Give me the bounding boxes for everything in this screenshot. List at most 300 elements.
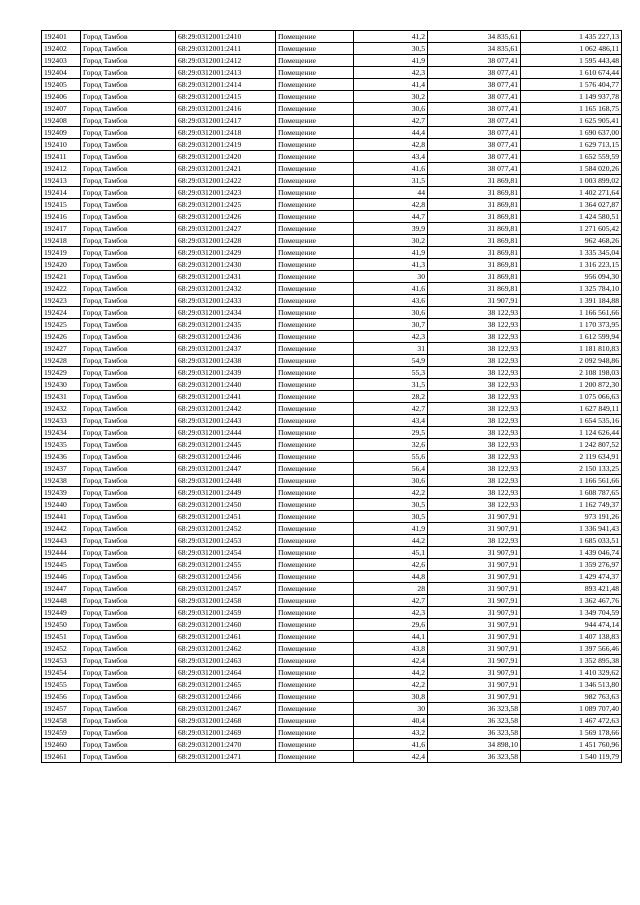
cadastral-value-cell: 1 652 559,59 <box>521 151 622 163</box>
object-type-cell: Помещение <box>276 571 354 583</box>
object-type-cell: Помещение <box>276 139 354 151</box>
cadastral-value-cell: 1 690 637,00 <box>521 127 622 139</box>
unit-value-cell: 38 122,93 <box>428 463 521 475</box>
record-number-cell: 192408 <box>42 115 81 127</box>
record-number-cell: 192404 <box>42 67 81 79</box>
area-cell: 42,4 <box>354 751 428 763</box>
table-row <box>42 379 622 391</box>
area-cell: 30,7 <box>354 319 428 331</box>
table-row <box>42 607 622 619</box>
table-row <box>42 583 622 595</box>
table-row <box>42 163 622 175</box>
cadastral-number-cell: 68:29:0312001:2414 <box>176 79 276 91</box>
cadastral-number-cell: 68:29:0312001:2446 <box>176 451 276 463</box>
cadastral-number-cell: 68:29:0312001:2429 <box>176 247 276 259</box>
object-type-cell: Помещение <box>276 535 354 547</box>
table-row <box>42 643 622 655</box>
cadastral-number-cell: 68:29:0312001:2430 <box>176 259 276 271</box>
unit-value-cell: 31 907,91 <box>428 583 521 595</box>
unit-value-cell: 31 907,91 <box>428 679 521 691</box>
city-cell: Город Тамбов <box>81 259 176 271</box>
area-cell: 30,2 <box>354 235 428 247</box>
unit-value-cell: 38 122,93 <box>428 343 521 355</box>
object-type-cell: Помещение <box>276 631 354 643</box>
table-row <box>42 499 622 511</box>
cadastral-value-cell: 1 685 033,51 <box>521 535 622 547</box>
cadastral-value-cell: 2 092 948,86 <box>521 355 622 367</box>
object-type-cell: Помещение <box>276 103 354 115</box>
record-number-cell: 192453 <box>42 655 81 667</box>
cadastral-number-cell: 68:29:0312001:2423 <box>176 187 276 199</box>
unit-value-cell: 31 907,91 <box>428 643 521 655</box>
cadastral-value-cell: 1 166 561,66 <box>521 475 622 487</box>
cadastral-value-cell: 1 451 760,96 <box>521 739 622 751</box>
unit-value-cell: 34 835,61 <box>428 43 521 55</box>
table-row <box>42 247 622 259</box>
record-number-cell: 192419 <box>42 247 81 259</box>
city-cell: Город Тамбов <box>81 523 176 535</box>
cadastral-number-cell: 68:29:0312001:2452 <box>176 523 276 535</box>
record-number-cell: 192410 <box>42 139 81 151</box>
record-number-cell: 192442 <box>42 523 81 535</box>
cadastral-number-cell: 68:29:0312001:2455 <box>176 559 276 571</box>
table-row <box>42 187 622 199</box>
unit-value-cell: 38 122,93 <box>428 331 521 343</box>
cadastral-number-cell: 68:29:0312001:2427 <box>176 223 276 235</box>
cadastral-number-cell: 68:29:0312001:2410 <box>176 31 276 43</box>
cadastral-number-cell: 68:29:0312001:2456 <box>176 571 276 583</box>
cadastral-number-cell: 68:29:0312001:2453 <box>176 535 276 547</box>
cadastral-value-cell: 1 336 941,43 <box>521 523 622 535</box>
record-number-cell: 192435 <box>42 439 81 451</box>
unit-value-cell: 34 898,10 <box>428 739 521 751</box>
city-cell: Город Тамбов <box>81 271 176 283</box>
record-number-cell: 192443 <box>42 535 81 547</box>
table-row <box>42 295 622 307</box>
area-cell: 44,4 <box>354 127 428 139</box>
table-row <box>42 559 622 571</box>
cadastral-number-cell: 68:29:0312001:2445 <box>176 439 276 451</box>
record-number-cell: 192458 <box>42 715 81 727</box>
city-cell: Город Тамбов <box>81 463 176 475</box>
city-cell: Город Тамбов <box>81 391 176 403</box>
unit-value-cell: 38 122,93 <box>428 319 521 331</box>
area-cell: 41,9 <box>354 523 428 535</box>
table-row <box>42 523 622 535</box>
area-cell: 42,2 <box>354 679 428 691</box>
cadastral-number-cell: 68:29:0312001:2447 <box>176 463 276 475</box>
unit-value-cell: 31 907,91 <box>428 667 521 679</box>
cadastral-number-cell: 68:29:0312001:2440 <box>176 379 276 391</box>
cadastral-number-cell: 68:29:0312001:2431 <box>176 271 276 283</box>
cadastral-value-cell: 1 362 467,76 <box>521 595 622 607</box>
table-row <box>42 715 622 727</box>
area-cell: 55,3 <box>354 367 428 379</box>
area-cell: 44,7 <box>354 211 428 223</box>
city-cell: Город Тамбов <box>81 667 176 679</box>
city-cell: Город Тамбов <box>81 595 176 607</box>
record-number-cell: 192424 <box>42 307 81 319</box>
cadastral-value-cell: 1 170 373,95 <box>521 319 622 331</box>
unit-value-cell: 36 323,58 <box>428 751 521 763</box>
record-number-cell: 192434 <box>42 427 81 439</box>
cadastral-value-cell: 1 335 345,04 <box>521 247 622 259</box>
unit-value-cell: 38 122,93 <box>428 415 521 427</box>
city-cell: Город Тамбов <box>81 223 176 235</box>
table-row <box>42 655 622 667</box>
cadastral-number-cell: 68:29:0312001:2458 <box>176 595 276 607</box>
table-row <box>42 451 622 463</box>
cadastral-number-cell: 68:29:0312001:2443 <box>176 415 276 427</box>
object-type-cell: Помещение <box>276 151 354 163</box>
cadastral-number-cell: 68:29:0312001:2433 <box>176 295 276 307</box>
object-type-cell: Помещение <box>276 67 354 79</box>
unit-value-cell: 38 077,41 <box>428 91 521 103</box>
table-row <box>42 511 622 523</box>
record-number-cell: 192450 <box>42 619 81 631</box>
city-cell: Город Тамбов <box>81 67 176 79</box>
area-cell: 42,3 <box>354 67 428 79</box>
cadastral-number-cell: 68:29:0312001:2437 <box>176 343 276 355</box>
area-cell: 54,9 <box>354 355 428 367</box>
object-type-cell: Помещение <box>276 499 354 511</box>
unit-value-cell: 31 869,81 <box>428 235 521 247</box>
cadastral-value-cell: 1 165 168,75 <box>521 103 622 115</box>
cadastral-number-cell: 68:29:0312001:2470 <box>176 739 276 751</box>
record-number-cell: 192405 <box>42 79 81 91</box>
cadastral-number-cell: 68:29:0312001:2413 <box>176 67 276 79</box>
city-cell: Город Тамбов <box>81 199 176 211</box>
record-number-cell: 192403 <box>42 55 81 67</box>
cadastral-number-cell: 68:29:0312001:2471 <box>176 751 276 763</box>
area-cell: 40,4 <box>354 715 428 727</box>
record-number-cell: 192427 <box>42 343 81 355</box>
cadastral-value-cell: 1 608 787,65 <box>521 487 622 499</box>
record-number-cell: 192433 <box>42 415 81 427</box>
record-number-cell: 192436 <box>42 451 81 463</box>
record-number-cell: 192407 <box>42 103 81 115</box>
cadastral-number-cell: 68:29:0312001:2454 <box>176 547 276 559</box>
unit-value-cell: 38 077,41 <box>428 79 521 91</box>
area-cell: 30,6 <box>354 475 428 487</box>
cadastral-value-cell: 1 149 937,78 <box>521 91 622 103</box>
cadastral-value-cell: 1 271 605,42 <box>521 223 622 235</box>
area-cell: 30 <box>354 271 428 283</box>
cadastral-number-cell: 68:29:0312001:2434 <box>176 307 276 319</box>
object-type-cell: Помещение <box>276 679 354 691</box>
object-type-cell: Помещение <box>276 79 354 91</box>
table-row <box>42 403 622 415</box>
cadastral-value-cell: 2 108 198,03 <box>521 367 622 379</box>
record-number-cell: 192417 <box>42 223 81 235</box>
unit-value-cell: 38 122,93 <box>428 427 521 439</box>
record-number-cell: 192429 <box>42 367 81 379</box>
table-row <box>42 355 622 367</box>
record-number-cell: 192446 <box>42 571 81 583</box>
cadastral-value-cell: 982 763,63 <box>521 691 622 703</box>
table-row <box>42 31 622 43</box>
unit-value-cell: 38 122,93 <box>428 487 521 499</box>
area-cell: 55,6 <box>354 451 428 463</box>
city-cell: Город Тамбов <box>81 739 176 751</box>
area-cell: 30,5 <box>354 499 428 511</box>
cadastral-number-cell: 68:29:0312001:2428 <box>176 235 276 247</box>
cadastral-value-cell: 1 124 626,44 <box>521 427 622 439</box>
cadastral-number-cell: 68:29:0312001:2441 <box>176 391 276 403</box>
object-type-cell: Помещение <box>276 547 354 559</box>
area-cell: 42,3 <box>354 331 428 343</box>
object-type-cell: Помещение <box>276 667 354 679</box>
area-cell: 41,9 <box>354 247 428 259</box>
cadastral-value-cell: 973 191,26 <box>521 511 622 523</box>
area-cell: 41,2 <box>354 31 428 43</box>
object-type-cell: Помещение <box>276 211 354 223</box>
record-number-cell: 192421 <box>42 271 81 283</box>
city-cell: Город Тамбов <box>81 343 176 355</box>
area-cell: 42,2 <box>354 487 428 499</box>
table-row <box>42 199 622 211</box>
area-cell: 42,7 <box>354 403 428 415</box>
city-cell: Город Тамбов <box>81 31 176 43</box>
record-number-cell: 192457 <box>42 703 81 715</box>
record-number-cell: 192414 <box>42 187 81 199</box>
record-number-cell: 192439 <box>42 487 81 499</box>
record-number-cell: 192420 <box>42 259 81 271</box>
object-type-cell: Помещение <box>276 751 354 763</box>
city-cell: Город Тамбов <box>81 631 176 643</box>
city-cell: Город Тамбов <box>81 127 176 139</box>
area-cell: 45,1 <box>354 547 428 559</box>
city-cell: Город Тамбов <box>81 451 176 463</box>
area-cell: 44 <box>354 187 428 199</box>
unit-value-cell: 31 869,81 <box>428 223 521 235</box>
area-cell: 44,2 <box>354 667 428 679</box>
area-cell: 30,5 <box>354 511 428 523</box>
unit-value-cell: 38 122,93 <box>428 439 521 451</box>
table-body <box>42 31 622 763</box>
object-type-cell: Помещение <box>276 655 354 667</box>
object-type-cell: Помещение <box>276 691 354 703</box>
unit-value-cell: 38 122,93 <box>428 391 521 403</box>
cadastral-value-cell: 1 364 027,87 <box>521 199 622 211</box>
table-row <box>42 739 622 751</box>
area-cell: 29,6 <box>354 619 428 631</box>
object-type-cell: Помещение <box>276 163 354 175</box>
record-number-cell: 192425 <box>42 319 81 331</box>
table-row <box>42 667 622 679</box>
area-cell: 30,6 <box>354 307 428 319</box>
cadastral-value-cell: 1 242 807,52 <box>521 439 622 451</box>
object-type-cell: Помещение <box>276 367 354 379</box>
cadastral-value-cell: 944 474,14 <box>521 619 622 631</box>
table-row <box>42 307 622 319</box>
area-cell: 42,8 <box>354 139 428 151</box>
record-number-cell: 192432 <box>42 403 81 415</box>
cadastral-number-cell: 68:29:0312001:2444 <box>176 427 276 439</box>
area-cell: 29,5 <box>354 427 428 439</box>
cadastral-value-cell: 1 410 329,62 <box>521 667 622 679</box>
object-type-cell: Помещение <box>276 235 354 247</box>
object-type-cell: Помещение <box>276 595 354 607</box>
record-number-cell: 192409 <box>42 127 81 139</box>
city-cell: Город Тамбов <box>81 211 176 223</box>
cadastral-value-cell: 1 359 276,97 <box>521 559 622 571</box>
area-cell: 28,2 <box>354 391 428 403</box>
table-row <box>42 283 622 295</box>
cadastral-value-cell: 1 062 486,11 <box>521 43 622 55</box>
object-type-cell: Помещение <box>276 451 354 463</box>
object-type-cell: Помещение <box>276 43 354 55</box>
unit-value-cell: 31 869,81 <box>428 175 521 187</box>
record-number-cell: 192447 <box>42 583 81 595</box>
city-cell: Город Тамбов <box>81 703 176 715</box>
area-cell: 43,4 <box>354 151 428 163</box>
cadastral-number-cell: 68:29:0312001:2451 <box>176 511 276 523</box>
area-cell: 32,6 <box>354 439 428 451</box>
cadastral-value-cell: 1 439 046,74 <box>521 547 622 559</box>
cadastral-value-cell: 1 654 535,16 <box>521 415 622 427</box>
unit-value-cell: 31 907,91 <box>428 607 521 619</box>
area-cell: 30,6 <box>354 103 428 115</box>
unit-value-cell: 31 907,91 <box>428 691 521 703</box>
city-cell: Город Тамбов <box>81 43 176 55</box>
unit-value-cell: 38 122,93 <box>428 475 521 487</box>
city-cell: Город Тамбов <box>81 79 176 91</box>
record-number-cell: 192413 <box>42 175 81 187</box>
city-cell: Город Тамбов <box>81 103 176 115</box>
record-number-cell: 192438 <box>42 475 81 487</box>
cadastral-number-cell: 68:29:0312001:2461 <box>176 631 276 643</box>
cadastral-number-cell: 68:29:0312001:2449 <box>176 487 276 499</box>
table-row <box>42 43 622 55</box>
object-type-cell: Помещение <box>276 223 354 235</box>
cadastral-value-cell: 1 397 566,46 <box>521 643 622 655</box>
cadastral-value-cell: 1 627 849,11 <box>521 403 622 415</box>
unit-value-cell: 31 907,91 <box>428 619 521 631</box>
city-cell: Город Тамбов <box>81 607 176 619</box>
object-type-cell: Помещение <box>276 511 354 523</box>
table-row <box>42 343 622 355</box>
city-cell: Город Тамбов <box>81 331 176 343</box>
object-type-cell: Помещение <box>276 31 354 43</box>
city-cell: Город Тамбов <box>81 559 176 571</box>
area-cell: 31,5 <box>354 175 428 187</box>
table-row <box>42 727 622 739</box>
object-type-cell: Помещение <box>276 271 354 283</box>
table-row <box>42 487 622 499</box>
record-number-cell: 192401 <box>42 31 81 43</box>
cadastral-number-cell: 68:29:0312001:2466 <box>176 691 276 703</box>
city-cell: Город Тамбов <box>81 571 176 583</box>
table-row <box>42 679 622 691</box>
object-type-cell: Помещение <box>276 187 354 199</box>
city-cell: Город Тамбов <box>81 655 176 667</box>
unit-value-cell: 38 077,41 <box>428 163 521 175</box>
table-row <box>42 439 622 451</box>
table-row <box>42 703 622 715</box>
cadastral-number-cell: 68:29:0312001:2469 <box>176 727 276 739</box>
record-number-cell: 192430 <box>42 379 81 391</box>
city-cell: Город Тамбов <box>81 367 176 379</box>
unit-value-cell: 31 907,91 <box>428 595 521 607</box>
table-row <box>42 139 622 151</box>
object-type-cell: Помещение <box>276 343 354 355</box>
cadastral-number-cell: 68:29:0312001:2439 <box>176 367 276 379</box>
object-type-cell: Помещение <box>276 331 354 343</box>
table-row <box>42 91 622 103</box>
city-cell: Город Тамбов <box>81 415 176 427</box>
object-type-cell: Помещение <box>276 715 354 727</box>
object-type-cell: Помещение <box>276 283 354 295</box>
city-cell: Город Тамбов <box>81 535 176 547</box>
cadastral-number-cell: 68:29:0312001:2467 <box>176 703 276 715</box>
cadastral-value-cell: 1 629 713,15 <box>521 139 622 151</box>
table-row <box>42 619 622 631</box>
cadastral-value-cell: 1 391 184,88 <box>521 295 622 307</box>
cadastral-value-cell: 1 089 707,40 <box>521 703 622 715</box>
object-type-cell: Помещение <box>276 247 354 259</box>
record-number-cell: 192418 <box>42 235 81 247</box>
unit-value-cell: 31 869,81 <box>428 187 521 199</box>
area-cell: 41,9 <box>354 55 428 67</box>
area-cell: 28 <box>354 583 428 595</box>
cadastral-value-cell: 1 435 227,13 <box>521 31 622 43</box>
unit-value-cell: 38 077,41 <box>428 55 521 67</box>
object-type-cell: Помещение <box>276 355 354 367</box>
area-cell: 43,4 <box>354 415 428 427</box>
area-cell: 42,6 <box>354 559 428 571</box>
table-row <box>42 547 622 559</box>
table-row <box>42 55 622 67</box>
unit-value-cell: 31 869,81 <box>428 283 521 295</box>
record-number-cell: 192406 <box>42 91 81 103</box>
city-cell: Город Тамбов <box>81 235 176 247</box>
table-row <box>42 427 622 439</box>
cadastral-number-cell: 68:29:0312001:2432 <box>176 283 276 295</box>
object-type-cell: Помещение <box>276 175 354 187</box>
cadastral-number-cell: 68:29:0312001:2435 <box>176 319 276 331</box>
city-cell: Город Тамбов <box>81 727 176 739</box>
area-cell: 42,8 <box>354 199 428 211</box>
unit-value-cell: 38 077,41 <box>428 67 521 79</box>
table-row <box>42 67 622 79</box>
object-type-cell: Помещение <box>276 391 354 403</box>
area-cell: 44,2 <box>354 535 428 547</box>
area-cell: 42,7 <box>354 115 428 127</box>
unit-value-cell: 38 122,93 <box>428 355 521 367</box>
area-cell: 30,2 <box>354 91 428 103</box>
record-number-cell: 192422 <box>42 283 81 295</box>
table-row <box>42 331 622 343</box>
table-row <box>42 223 622 235</box>
table-row <box>42 535 622 547</box>
table-row <box>42 391 622 403</box>
cadastral-number-cell: 68:29:0312001:2438 <box>176 355 276 367</box>
cadastral-number-cell: 68:29:0312001:2412 <box>176 55 276 67</box>
area-cell: 41,3 <box>354 259 428 271</box>
city-cell: Город Тамбов <box>81 175 176 187</box>
cadastral-number-cell: 68:29:0312001:2422 <box>176 175 276 187</box>
area-cell: 30,8 <box>354 691 428 703</box>
cadastral-value-cell: 1 467 472,63 <box>521 715 622 727</box>
cadastral-number-cell: 68:29:0312001:2442 <box>176 403 276 415</box>
cadastral-number-cell: 68:29:0312001:2411 <box>176 43 276 55</box>
cadastral-number-cell: 68:29:0312001:2460 <box>176 619 276 631</box>
unit-value-cell: 38 122,93 <box>428 499 521 511</box>
cadastral-value-cell: 1 424 580,51 <box>521 211 622 223</box>
table-row <box>42 235 622 247</box>
table-row <box>42 115 622 127</box>
